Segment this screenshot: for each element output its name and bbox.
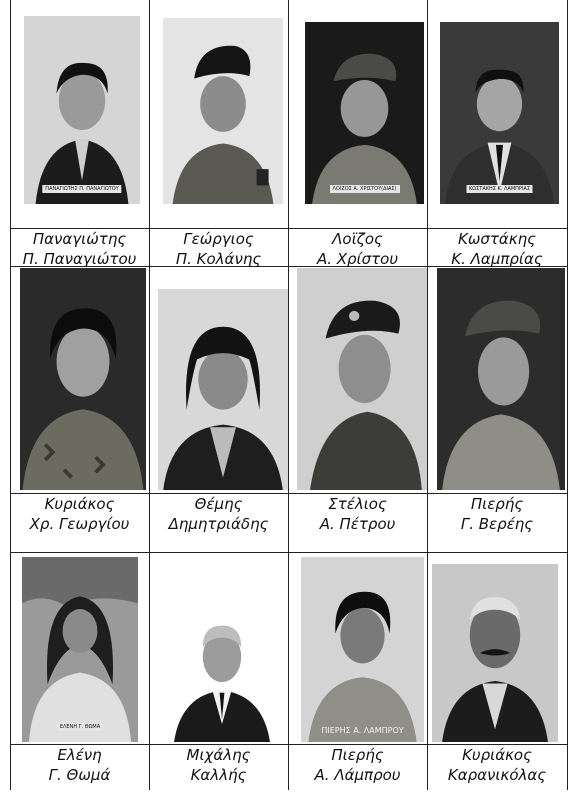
given-name: Μιχάλης [186,746,251,764]
given-name: Πιερής [470,495,524,513]
name-caption-4 [427,229,567,269]
grid-line [10,0,11,790]
name-caption-1 [10,229,149,269]
portrait-photo-2 [163,18,283,204]
name-caption-12 [427,745,567,785]
memorial-photo-sheet [10,0,568,790]
portrait-photo-1 [24,16,140,204]
portrait-photo-6 [158,289,288,490]
given-name: Παναγιώτης [32,230,127,248]
given-name: Λοϊζος [332,230,383,248]
name-caption-8 [427,494,567,534]
family-name: Καλλής [190,766,247,784]
name-caption-6 [149,494,288,534]
name-caption-7 [288,494,427,534]
family-name: Καρανικόλας [447,766,547,784]
name-plate: ΠΙΕΡΗΣ Α. ΛΑΜΠΡΟΥ [321,726,404,736]
name-caption-3 [288,229,427,269]
grid-line [288,0,289,790]
name-plate: ΠΑΝΑΓΙΩΤΗΣ Π. ΠΑΝΑΓΙΩΤΟΥ [42,185,121,193]
family-name: Π. Παναγιώτου [22,250,137,268]
given-name: Θέμης [194,495,243,513]
family-name: Γ. Βερέης [460,515,534,533]
family-name: Α. Λάμπρου [314,766,401,784]
portrait-photo-4 [440,22,559,204]
portrait-photo-9 [22,557,138,742]
family-name: Χρ. Γεωργίου [29,515,130,533]
name-caption-5 [10,494,149,534]
given-name: Κυριάκος [462,746,532,764]
given-name: Γεώργιος [183,230,254,248]
grid-line [10,552,568,553]
name-caption-2 [149,229,288,269]
portrait-photo-8 [437,268,565,490]
portrait-photo-11 [301,557,424,742]
family-name: Π. Κολάνης [175,250,262,268]
given-name: Στέλιος [328,495,387,513]
name-caption-9 [10,745,149,785]
grid-line [149,0,150,790]
portrait-photo-7 [297,268,427,490]
name-plate: ΛΟΙΖΟΣ Α. ΧΡΙΣΤΟΥ(ΔΙΑΣ) [329,185,399,193]
family-name: Κ. Λαμπρίας [451,250,543,268]
name-plate: ΕΛΕΝΗ Γ. ΘΩΜΑ [57,723,103,731]
family-name: Α. Πέτρου [319,515,396,533]
portrait-photo-12 [432,564,558,742]
name-caption-10 [149,745,288,785]
family-name: Α. Χρίστου [316,250,399,268]
family-name: Γ. Θωμά [48,766,111,784]
grid-line [567,0,568,790]
given-name: Κυριάκος [44,495,115,513]
given-name: Ελένη [57,746,102,764]
portrait-photo-5 [20,268,146,490]
given-name: Πιερής [331,746,384,764]
name-plate: ΚΩΣΤΑΚΗΣ Κ. ΛΑΜΠΡΙΑΣ [466,185,533,193]
portrait-photo-10 [162,604,282,742]
name-caption-11 [288,745,427,785]
family-name: Δημητριάδης [168,515,269,533]
portrait-photo-3 [305,22,424,204]
given-name: Κωστάκης [458,230,536,248]
grid-line [427,0,428,790]
